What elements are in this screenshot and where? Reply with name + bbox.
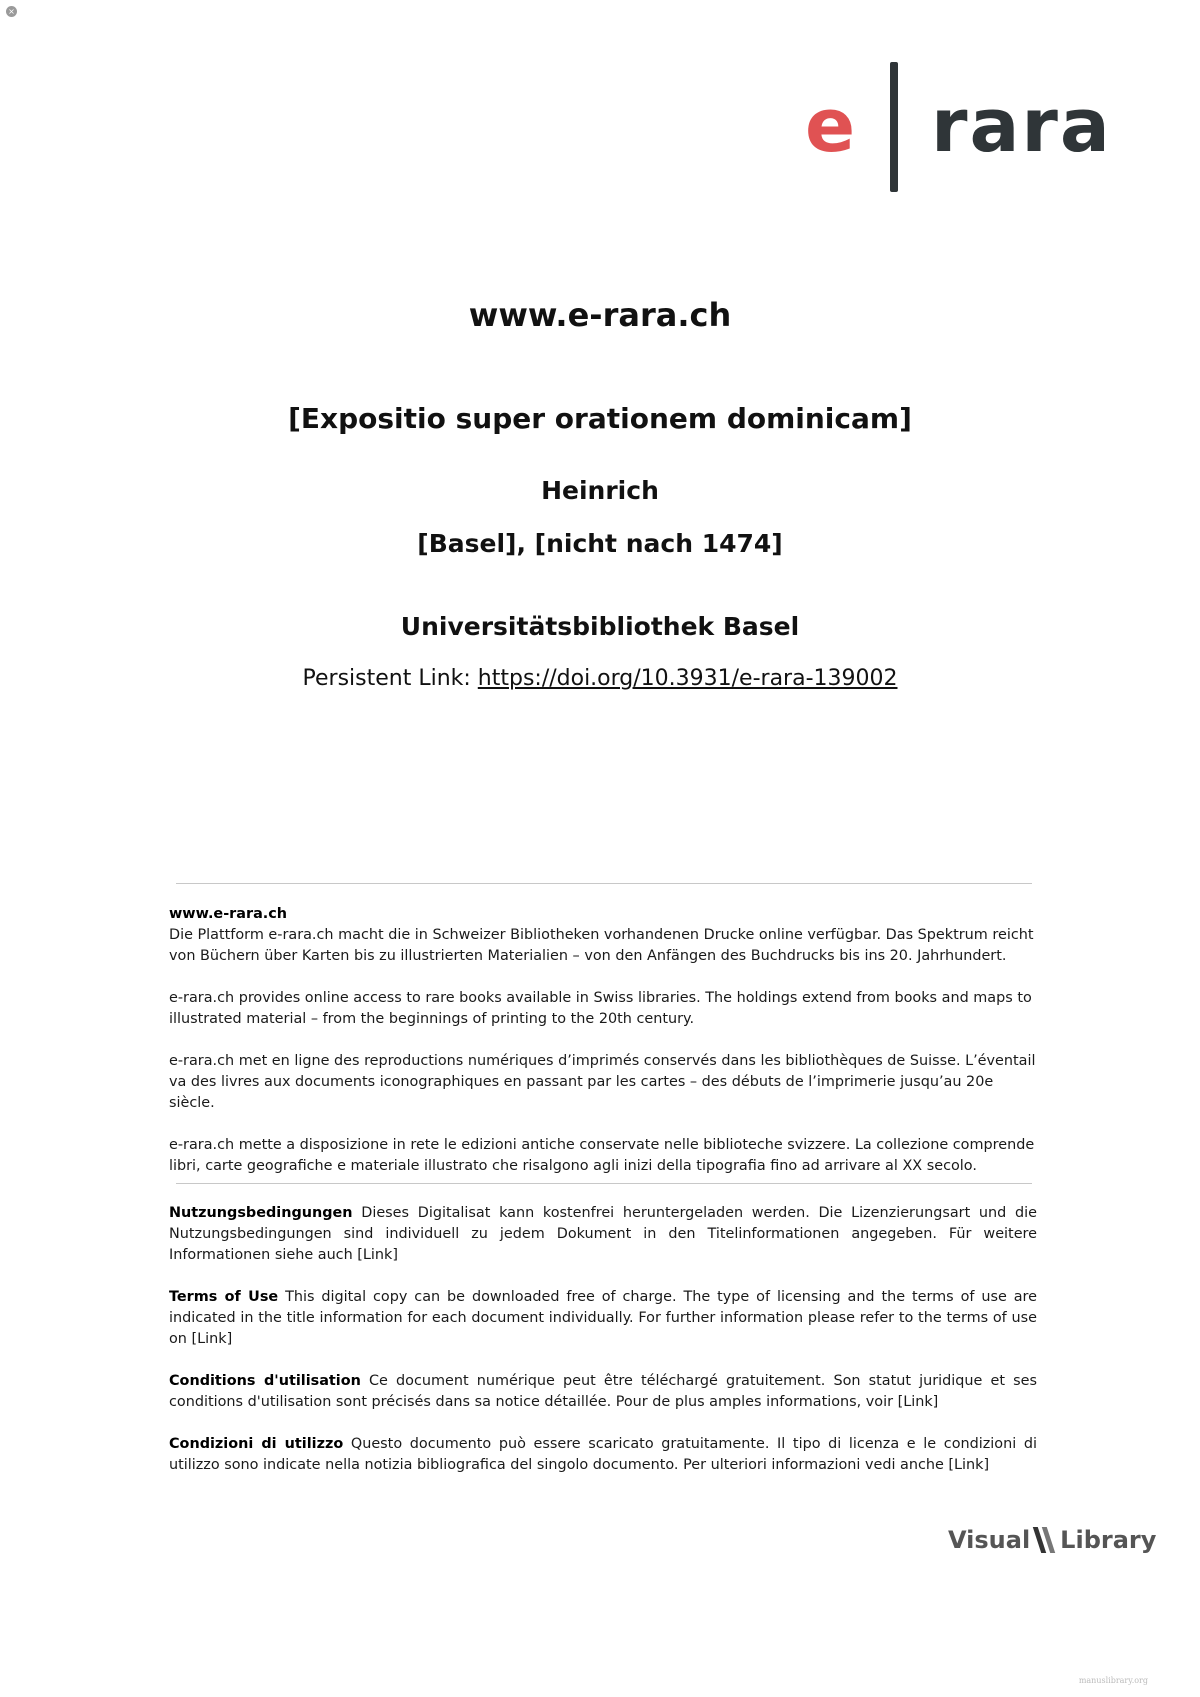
visual-library-word-visual: Visual — [948, 1526, 1031, 1554]
document-title: [Expositio super orationem dominicam] — [288, 402, 912, 435]
about-heading: www.e-rara.ch — [169, 906, 288, 922]
persistent-link-label: Persistent Link: — [302, 666, 478, 691]
logo-e: e — [805, 83, 856, 169]
terms-en — [169, 1287, 1037, 1350]
footer-watermark: manuslibrary.org — [1078, 1676, 1148, 1685]
document-author: Heinrich — [541, 476, 659, 505]
close-icon[interactable]: × — [6, 6, 17, 17]
terms-it — [169, 1434, 1037, 1476]
terms-en-text: This digital copy can be downloaded free of charge. The type of licensing and the terms of use are indicated in the title information for each document individually. For further information please refer to the terms of use on [Link] — [169, 1289, 1038, 1347]
terms-fr — [169, 1371, 1037, 1413]
visual-library-mark-icon — [1033, 1527, 1057, 1553]
site-heading: www.e-rara.ch — [468, 296, 732, 334]
about-fr: e-rara.ch met en ligne des reproductions numériques d’imprimés conservés dans les bibliothèques de Suisse. L’éventail va des livres aux documents iconographiques en passant par les cartes – des débuts de l’imprimerie jusqu’au 20e siècle. — [169, 1053, 1036, 1111]
divider — [176, 883, 1032, 884]
terms-fr-label: Conditions d'utilisation — [169, 1373, 361, 1389]
visual-library-logo — [948, 1526, 1156, 1554]
about-de: Die Plattform e-rara.ch macht die in Schweizer Bibliotheken vorhandenen Drucke online verfügbar. Das Spektrum reicht von Büchern über Karten bis zu illustrierten Materialien – von den Anfängen des Buchdrucks bis ins 20. Jahrhundert. — [169, 927, 1034, 964]
e-rara-logo — [805, 62, 1130, 192]
logo-rara: rara — [931, 83, 1112, 169]
terms-section — [169, 1203, 1037, 1476]
about-en: e-rara.ch provides online access to rare books available in Swiss libraries. The holdings extend from books and maps to illustrated material – from the beginnings of printing to the 20th century. — [169, 990, 1032, 1027]
persistent-link — [0, 666, 1200, 691]
terms-en-label: Terms of Use — [169, 1289, 279, 1305]
persistent-link-url[interactable]: https://doi.org/10.3931/e-rara-139002 — [477, 666, 898, 691]
about-it: e-rara.ch mette a disposizione in rete le edizioni antiche conservate nelle biblioteche svizzere. La collezione comprende libri, carte geografiche e materiale illustrato che risalgono agli inizi della tipografia fino ad arrivare al XX secolo. — [169, 1137, 1035, 1174]
terms-it-label: Condizioni di utilizzo — [169, 1436, 344, 1452]
holding-library: Universitätsbibliothek Basel — [400, 612, 800, 641]
terms-it-text: Questo documento può essere scaricato gratuitamente. Il tipo di licenza e le condizioni di utilizzo sono indicate nella notizia bibliografica del singolo documento. Per ulteriori informazioni vedi anche [Link] — [169, 1436, 1037, 1473]
about-section — [169, 904, 1037, 1177]
document-place-date: [Basel], [nicht nach 1474] — [417, 529, 783, 558]
visual-library-word-library: Library — [1060, 1526, 1157, 1554]
terms-de-text: Dieses Digitalisat kann kostenfrei heruntergeladen werden. Die Lizenzierungsart und die Nutzungsbedingungen sind individuell zu jedem Dokument in den Titelinformationen angegeben. Für weitere Informationen siehe auch [Link] — [169, 1205, 1037, 1263]
terms-de-label: Nutzungsbedingungen — [169, 1205, 353, 1221]
divider — [176, 1183, 1032, 1184]
terms-fr-text: Ce document numérique peut être téléchargé gratuitement. Son statut juridique et ses conditions d'utilisation sont précisés dans sa notice détaillée. Pour de plus amples informations, voir [Link] — [169, 1373, 1038, 1410]
terms-de — [169, 1203, 1037, 1266]
logo-divider — [890, 62, 898, 192]
